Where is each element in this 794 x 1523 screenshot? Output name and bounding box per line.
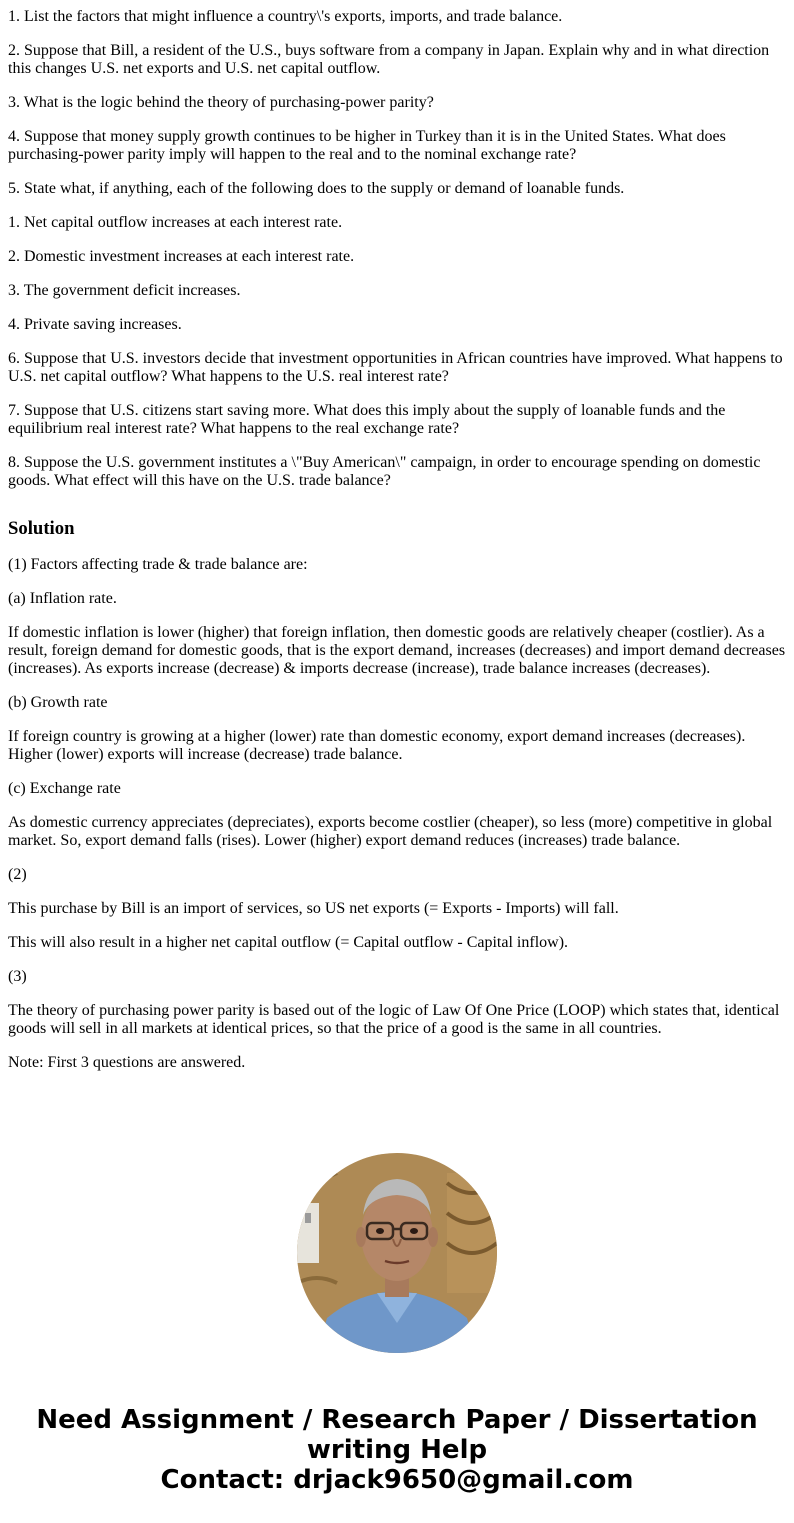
question-5-item-4: 4. Private saving increases. [8,316,182,333]
question-5: 5. State what, if anything, each of the following does to the supply or demand of loanable funds. [8,180,625,197]
question-2: 2. Suppose that Bill, a resident of the U.S., buys software from a company in Japan. Explain why and in what direction this changes U.S. net exports and U.S. net capital outflow. [8,42,770,77]
question-3: 3. What is the logic behind the theory of purchasing-power parity? [8,94,434,111]
question-8: 8. Suppose the U.S. government institutes a \"Buy American\" campaign, in order to encourage spending on domestic goods. What effect will this have on the U.S. trade balance? [8,454,761,489]
footer-contact: Contact: drjack9650@gmail.com [160,1465,634,1495]
solution-paragraph: If foreign country is growing at a higher (lower) rate than domestic economy, export demand increases (decreases). Higher (lower) exports will increase (decrease) trade balance. [8,728,746,763]
solution-paragraph: (b) Growth rate [8,694,108,711]
document-body [8,8,788,1088]
question-4: 4. Suppose that money supply growth continues to be higher in Turkey than it is in the United States. What does purchasing-power parity imply will happen to the real and to the nominal exchange rate? [8,128,726,163]
question-5-item-1: 1. Net capital outflow increases at each interest rate. [8,214,343,231]
solution-note: Note: First 3 questions are answered. [8,1054,246,1071]
solution-paragraph: If domestic inflation is lower (higher) that foreign inflation, then domestic goods are relatively cheaper (costlier). As a result, foreign demand for domestic goods, that is the export demand, increases (decreases) and import demand decreases (increases). As exports increase (decrease) & imports decrease (increase), trade balance increases (decreases). [8,624,786,677]
question-5-item-2: 2. Domestic investment increases at each interest rate. [8,248,355,265]
solution-paragraph: (a) Inflation rate. [8,590,117,607]
solution-paragraph: (3) [8,968,27,985]
solution-paragraph: (2) [8,866,27,883]
question-6: 6. Suppose that U.S. investors decide that investment opportunities in African countries have improved. What happens to U.S. net capital outflow? What happens to the U.S. real interest rate? [8,350,783,385]
footer-line-1: Need Assignment / Research Paper / Dissertation [36,1405,758,1435]
solution-paragraph: (1) Factors affecting trade & trade balance are: [8,556,308,573]
question-1: 1. List the factors that might influence a country\'s exports, imports, and trade balance. [8,8,563,25]
solution-paragraph: (c) Exchange rate [8,780,121,797]
author-photo [297,1153,497,1353]
solution-paragraph: This will also result in a higher net capital outflow (= Capital outflow - Capital inflow). [8,934,569,951]
question-5-item-3: 3. The government deficit increases. [8,282,241,299]
footer-line-2: writing Help [306,1435,488,1465]
solution-paragraph: The theory of purchasing power parity is based out of the logic of Law Of One Price (LOOP) which states that, identical goods will sell in all markets at identical prices, so that the price of a good is the same in all countries. [8,1002,780,1037]
portrait-illustration [297,1153,497,1353]
question-7: 7. Suppose that U.S. citizens start saving more. What does this imply about the supply of loanable funds and the equilibrium real interest rate? What happens to the real exchange rate? [8,402,726,437]
solution-paragraph: As domestic currency appreciates (depreciates), exports become costlier (cheaper), so less (more) competitive in global market. So, export demand falls (rises). Lower (higher) export demand reduces (increases) trade balance. [8,814,773,849]
contact-footer [0,1405,794,1495]
solution-heading: Solution [8,518,75,539]
solution-paragraph: This purchase by Bill is an import of services, so US net exports (= Exports - Imports) will fall. [8,900,619,917]
